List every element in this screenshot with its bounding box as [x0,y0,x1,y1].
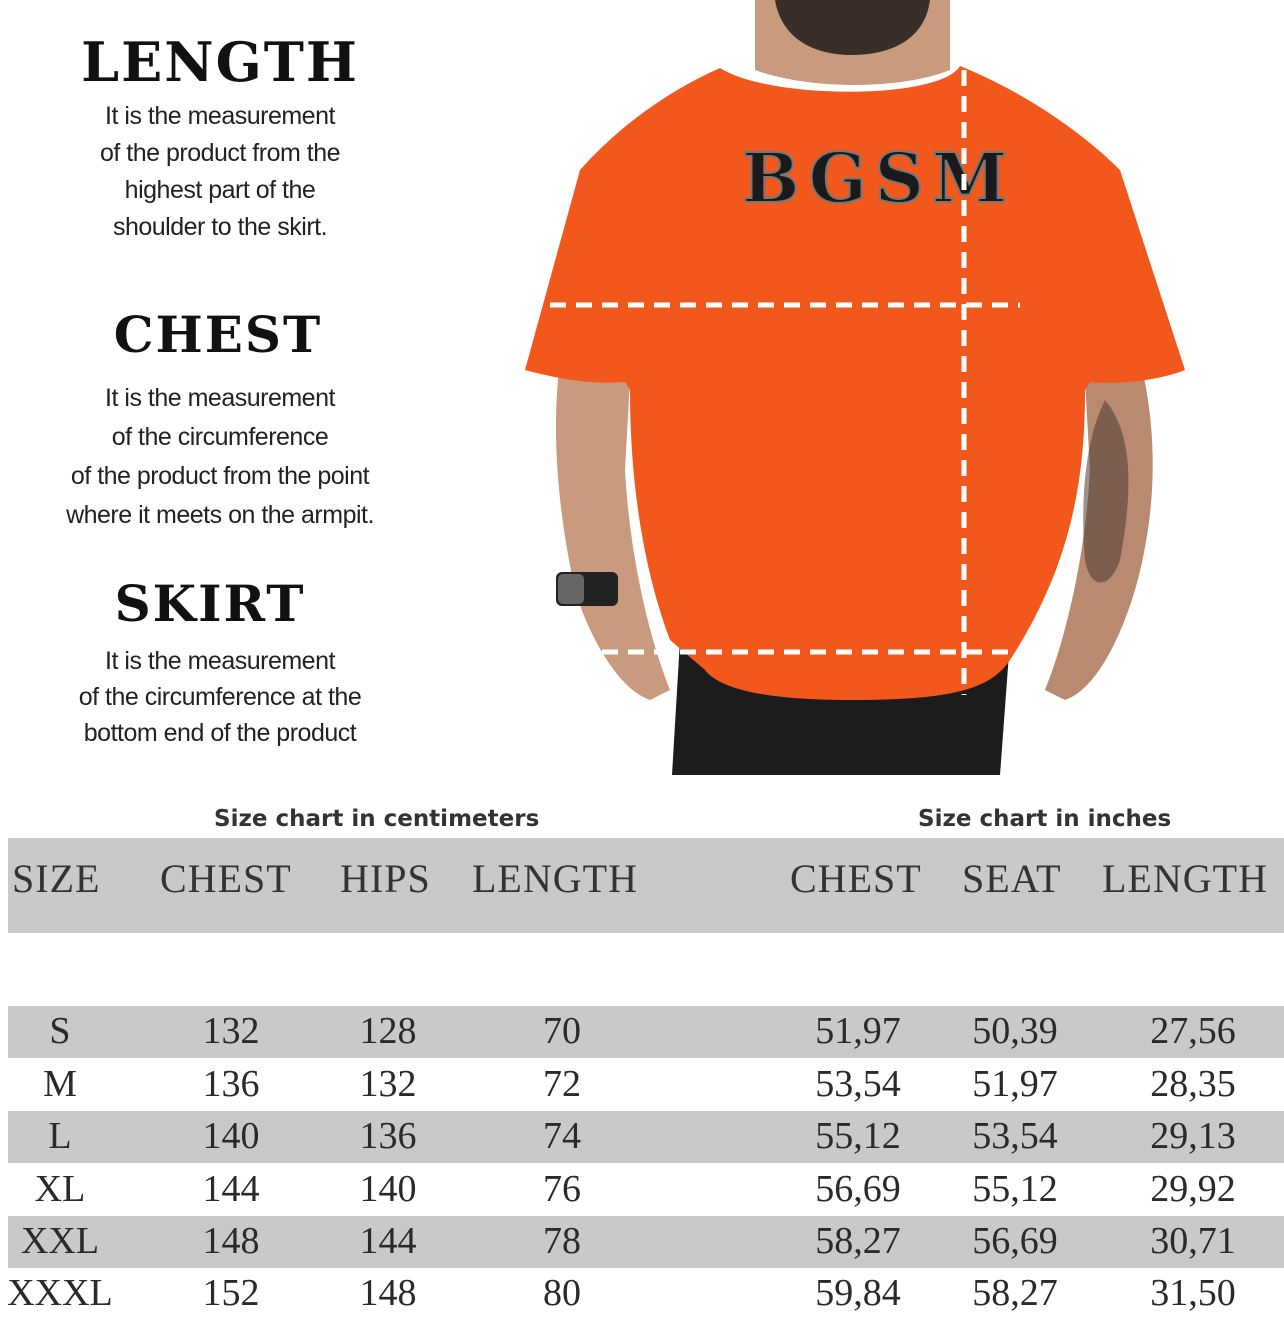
cell-length-in: 31,50 [1150,1272,1236,1314]
cell-chest-cm: 132 [202,1010,260,1052]
skirt-description-line: of the circumference at the [78,683,362,711]
cell-hips-cm: 136 [359,1115,417,1157]
cell-hips-cm: 128 [359,1010,417,1052]
cell-length-in: 28,35 [1150,1063,1236,1105]
cell-chest-in: 56,69 [815,1168,901,1210]
cell-chest-cm: 152 [202,1272,260,1314]
skirt-description-line: It is the measurement [105,647,335,675]
cell-chest-cm: 140 [202,1115,260,1157]
cell-hips-cm: 144 [359,1220,417,1262]
header-chest-in: CHEST [790,856,922,901]
header-hips-cm: HIPS [340,856,431,901]
cell-length-cm: 80 [543,1272,581,1314]
cell-length-in: 30,71 [1150,1220,1236,1262]
header-seat-in: SEAT [962,856,1062,901]
cell-size: L [48,1115,72,1157]
length-description-line: of the product from the [99,139,341,167]
cell-seat-in: 53,54 [972,1115,1058,1157]
chest-description-line: It is the measurement [105,384,335,412]
cell-length-cm: 70 [543,1010,581,1052]
cell-seat-in: 58,27 [972,1272,1058,1314]
cell-chest-in: 59,84 [815,1272,901,1314]
length-title: LENGTH [81,30,359,94]
cell-seat-in: 51,97 [972,1063,1058,1105]
cell-chest-cm: 144 [202,1168,260,1210]
skirt-description-line: bottom end of the product [83,719,357,747]
cell-length-cm: 76 [543,1168,581,1210]
shirt-print: BGSM [742,139,1016,219]
length-description-line: shoulder to the skirt. [112,213,328,241]
cell-seat-in: 50,39 [972,1010,1058,1052]
cell-length-in: 29,13 [1150,1115,1236,1157]
cell-seat-in: 55,12 [972,1168,1058,1210]
cell-chest-in: 51,97 [815,1010,901,1052]
length-description-line: It is the measurement [105,102,335,130]
chest-description-line: of the circumference [111,423,329,451]
chest-description-line: where it meets on the armpit. [66,501,374,529]
cell-chest-in: 58,27 [815,1220,901,1262]
cell-length-in: 29,92 [1150,1168,1236,1210]
cell-length-cm: 78 [543,1220,581,1262]
cell-chest-cm: 148 [202,1220,260,1262]
cell-hips-cm: 140 [359,1168,417,1210]
cell-size: XL [34,1168,86,1210]
cell-chest-cm: 136 [202,1063,260,1105]
model-photo [520,0,1200,775]
cell-size: XXXL [7,1272,113,1314]
cell-hips-cm: 148 [359,1272,417,1314]
inch-chart-title: Size chart in inches [918,806,1172,832]
cell-size: M [43,1063,77,1105]
header-length-cm: LENGTH [472,856,638,901]
header-chest-cm: CHEST [160,856,292,901]
skirt-title: SKIRT [114,574,306,633]
cell-hips-cm: 132 [359,1063,417,1105]
cm-chart-title: Size chart in centimeters [214,806,540,832]
cell-chest-in: 53,54 [815,1063,901,1105]
cell-seat-in: 56,69 [972,1220,1058,1262]
cell-size: S [49,1010,71,1052]
chest-description-line: of the product from the point [70,462,370,490]
cell-length-in: 27,56 [1150,1010,1236,1052]
cell-length-cm: 72 [543,1063,581,1105]
cell-length-cm: 74 [543,1115,581,1157]
header-length-in: LENGTH [1102,856,1268,901]
length-description-line: highest part of the [124,176,316,204]
chest-title: CHEST [113,305,323,364]
cell-chest-in: 55,12 [815,1115,901,1157]
shirt-illustration [520,0,1200,775]
header-size: SIZE [12,856,101,901]
cell-size: XXL [20,1220,100,1262]
